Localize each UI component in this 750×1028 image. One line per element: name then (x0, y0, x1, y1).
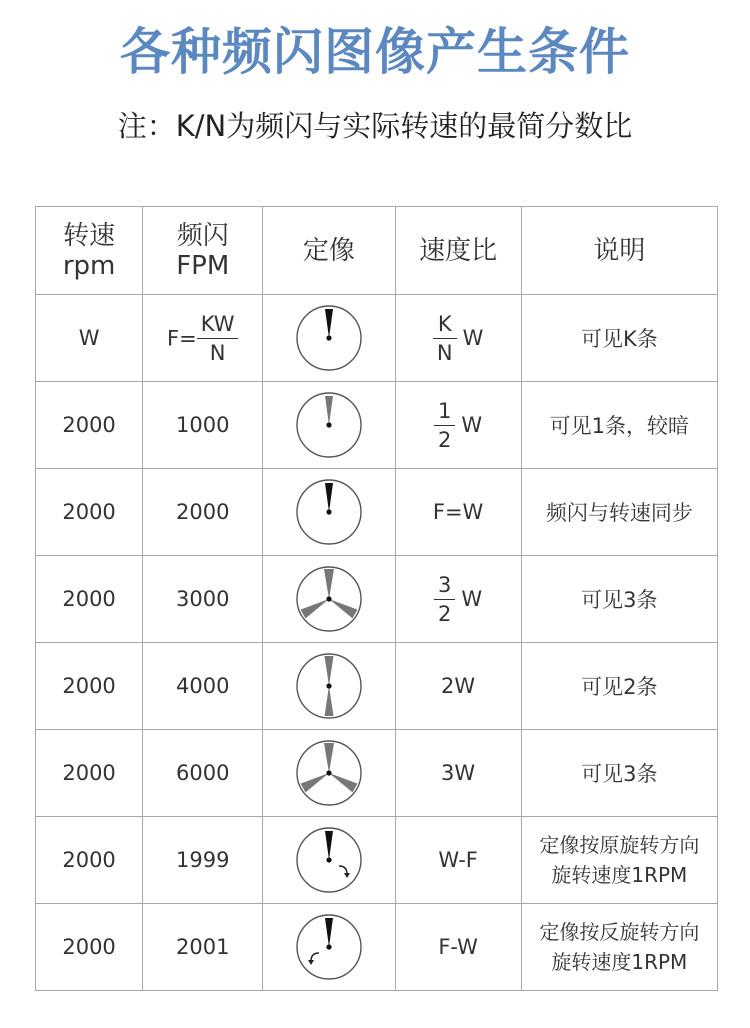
header-rpm (36, 207, 143, 295)
hub-dot (326, 944, 331, 949)
ratio-cell (395, 556, 521, 643)
header-fpm-line2: FPM (176, 250, 230, 281)
ratio-numerator: K (437, 311, 452, 336)
rpm-cell: 2000 (36, 904, 143, 991)
desc-cell: 可见K条 (521, 295, 717, 382)
fpm-cell (143, 295, 263, 382)
table-row (36, 469, 718, 556)
table-row (36, 295, 718, 382)
image-cell (263, 382, 395, 469)
table-row (36, 817, 718, 904)
ratio-cell: F=W (395, 469, 521, 556)
desc-cell: 可见3条 (521, 730, 717, 817)
desc-line1: 定像按原旋转方向 (539, 833, 700, 857)
header-ratio: 速度比 (395, 207, 521, 295)
stroboscope-dial-icon (293, 563, 365, 635)
condition-table (35, 206, 718, 991)
image-cell (263, 556, 395, 643)
ratio-fraction (434, 399, 455, 452)
fpm-cell: 1999 (143, 817, 263, 904)
desc-cell (521, 904, 717, 991)
stroboscope-dial-icon (293, 302, 365, 374)
desc-line2: 旋转速度1RPM (551, 863, 688, 887)
fpm-numerator: KW (200, 311, 235, 336)
rpm-cell: 2000 (36, 643, 143, 730)
table-row (36, 643, 718, 730)
ratio-denominator: N (436, 340, 453, 365)
ratio-cell (395, 295, 521, 382)
desc-cell (521, 817, 717, 904)
image-cell (263, 643, 395, 730)
table-row (36, 730, 718, 817)
header-desc: 说明 (521, 207, 717, 295)
rpm-cell: 2000 (36, 382, 143, 469)
fpm-cell: 2000 (143, 469, 263, 556)
ratio-cell: F-W (395, 904, 521, 991)
rpm-cell: 2000 (36, 730, 143, 817)
header-rpm-line1: 转速 (63, 220, 116, 251)
image-cell (263, 817, 395, 904)
hub-dot (326, 335, 331, 340)
table-row (36, 556, 718, 643)
desc-line1: 定像按反旋转方向 (539, 920, 700, 944)
hub-dot (326, 509, 331, 514)
page-title: 各种频闪图像产生条件 (120, 23, 630, 81)
stroboscope-dial-icon (293, 389, 365, 461)
ratio-suffix: W (462, 326, 484, 350)
image-cell (263, 295, 395, 382)
ratio-denominator: 2 (438, 427, 452, 452)
ratio-fraction (434, 573, 455, 626)
hub-dot (326, 857, 331, 862)
desc-cell: 频闪与转速同步 (521, 469, 717, 556)
fpm-prefix: F= (167, 326, 197, 350)
stroboscope-dial-icon (293, 737, 365, 809)
header-rpm-line2: rpm (62, 250, 116, 281)
image-cell (263, 904, 395, 991)
rpm-cell: 2000 (36, 469, 143, 556)
header-fpm (143, 207, 263, 295)
ratio-cell (395, 382, 521, 469)
fpm-fraction (197, 312, 239, 365)
rpm-cell: W (36, 295, 143, 382)
ratio-cell: 3W (395, 730, 521, 817)
ratio-numerator: 1 (438, 398, 452, 423)
ratio-suffix: W (461, 587, 483, 611)
header-fpm-line1: 频闪 (176, 220, 229, 251)
desc-cell: 可见3条 (521, 556, 717, 643)
rpm-cell: 2000 (36, 817, 143, 904)
hub-dot (326, 770, 331, 775)
hub-dot (326, 422, 331, 427)
desc-cell: 可见1条，较暗 (521, 382, 717, 469)
desc-cell: 可见2条 (521, 643, 717, 730)
image-cell (263, 469, 395, 556)
fpm-denominator: N (209, 340, 226, 365)
ratio-numerator: 3 (438, 572, 452, 597)
hub-dot (326, 683, 331, 688)
ratio-cell: W-F (395, 817, 521, 904)
fpm-cell: 1000 (143, 382, 263, 469)
fpm-cell: 4000 (143, 643, 263, 730)
stroboscope-dial-icon (293, 824, 365, 896)
hub-dot (326, 596, 331, 601)
ratio-denominator: 2 (438, 601, 452, 626)
ratio-cell: 2W (395, 643, 521, 730)
header-image: 定像 (263, 207, 395, 295)
ratio-fraction (433, 312, 457, 365)
page-subtitle: 注：K/N为频闪与实际转速的最简分数比 (117, 109, 633, 143)
image-cell (263, 730, 395, 817)
table-row (36, 904, 718, 991)
table-row (36, 382, 718, 469)
header-row (36, 207, 718, 295)
fpm-cell: 2001 (143, 904, 263, 991)
stroboscope-dial-icon (293, 476, 365, 548)
fpm-cell: 6000 (143, 730, 263, 817)
stroboscope-dial-icon (293, 911, 365, 983)
rpm-cell: 2000 (36, 556, 143, 643)
fpm-cell: 3000 (143, 556, 263, 643)
stroboscope-dial-icon (293, 650, 365, 722)
desc-line2: 旋转速度1RPM (551, 950, 688, 974)
ratio-suffix: W (461, 413, 483, 437)
